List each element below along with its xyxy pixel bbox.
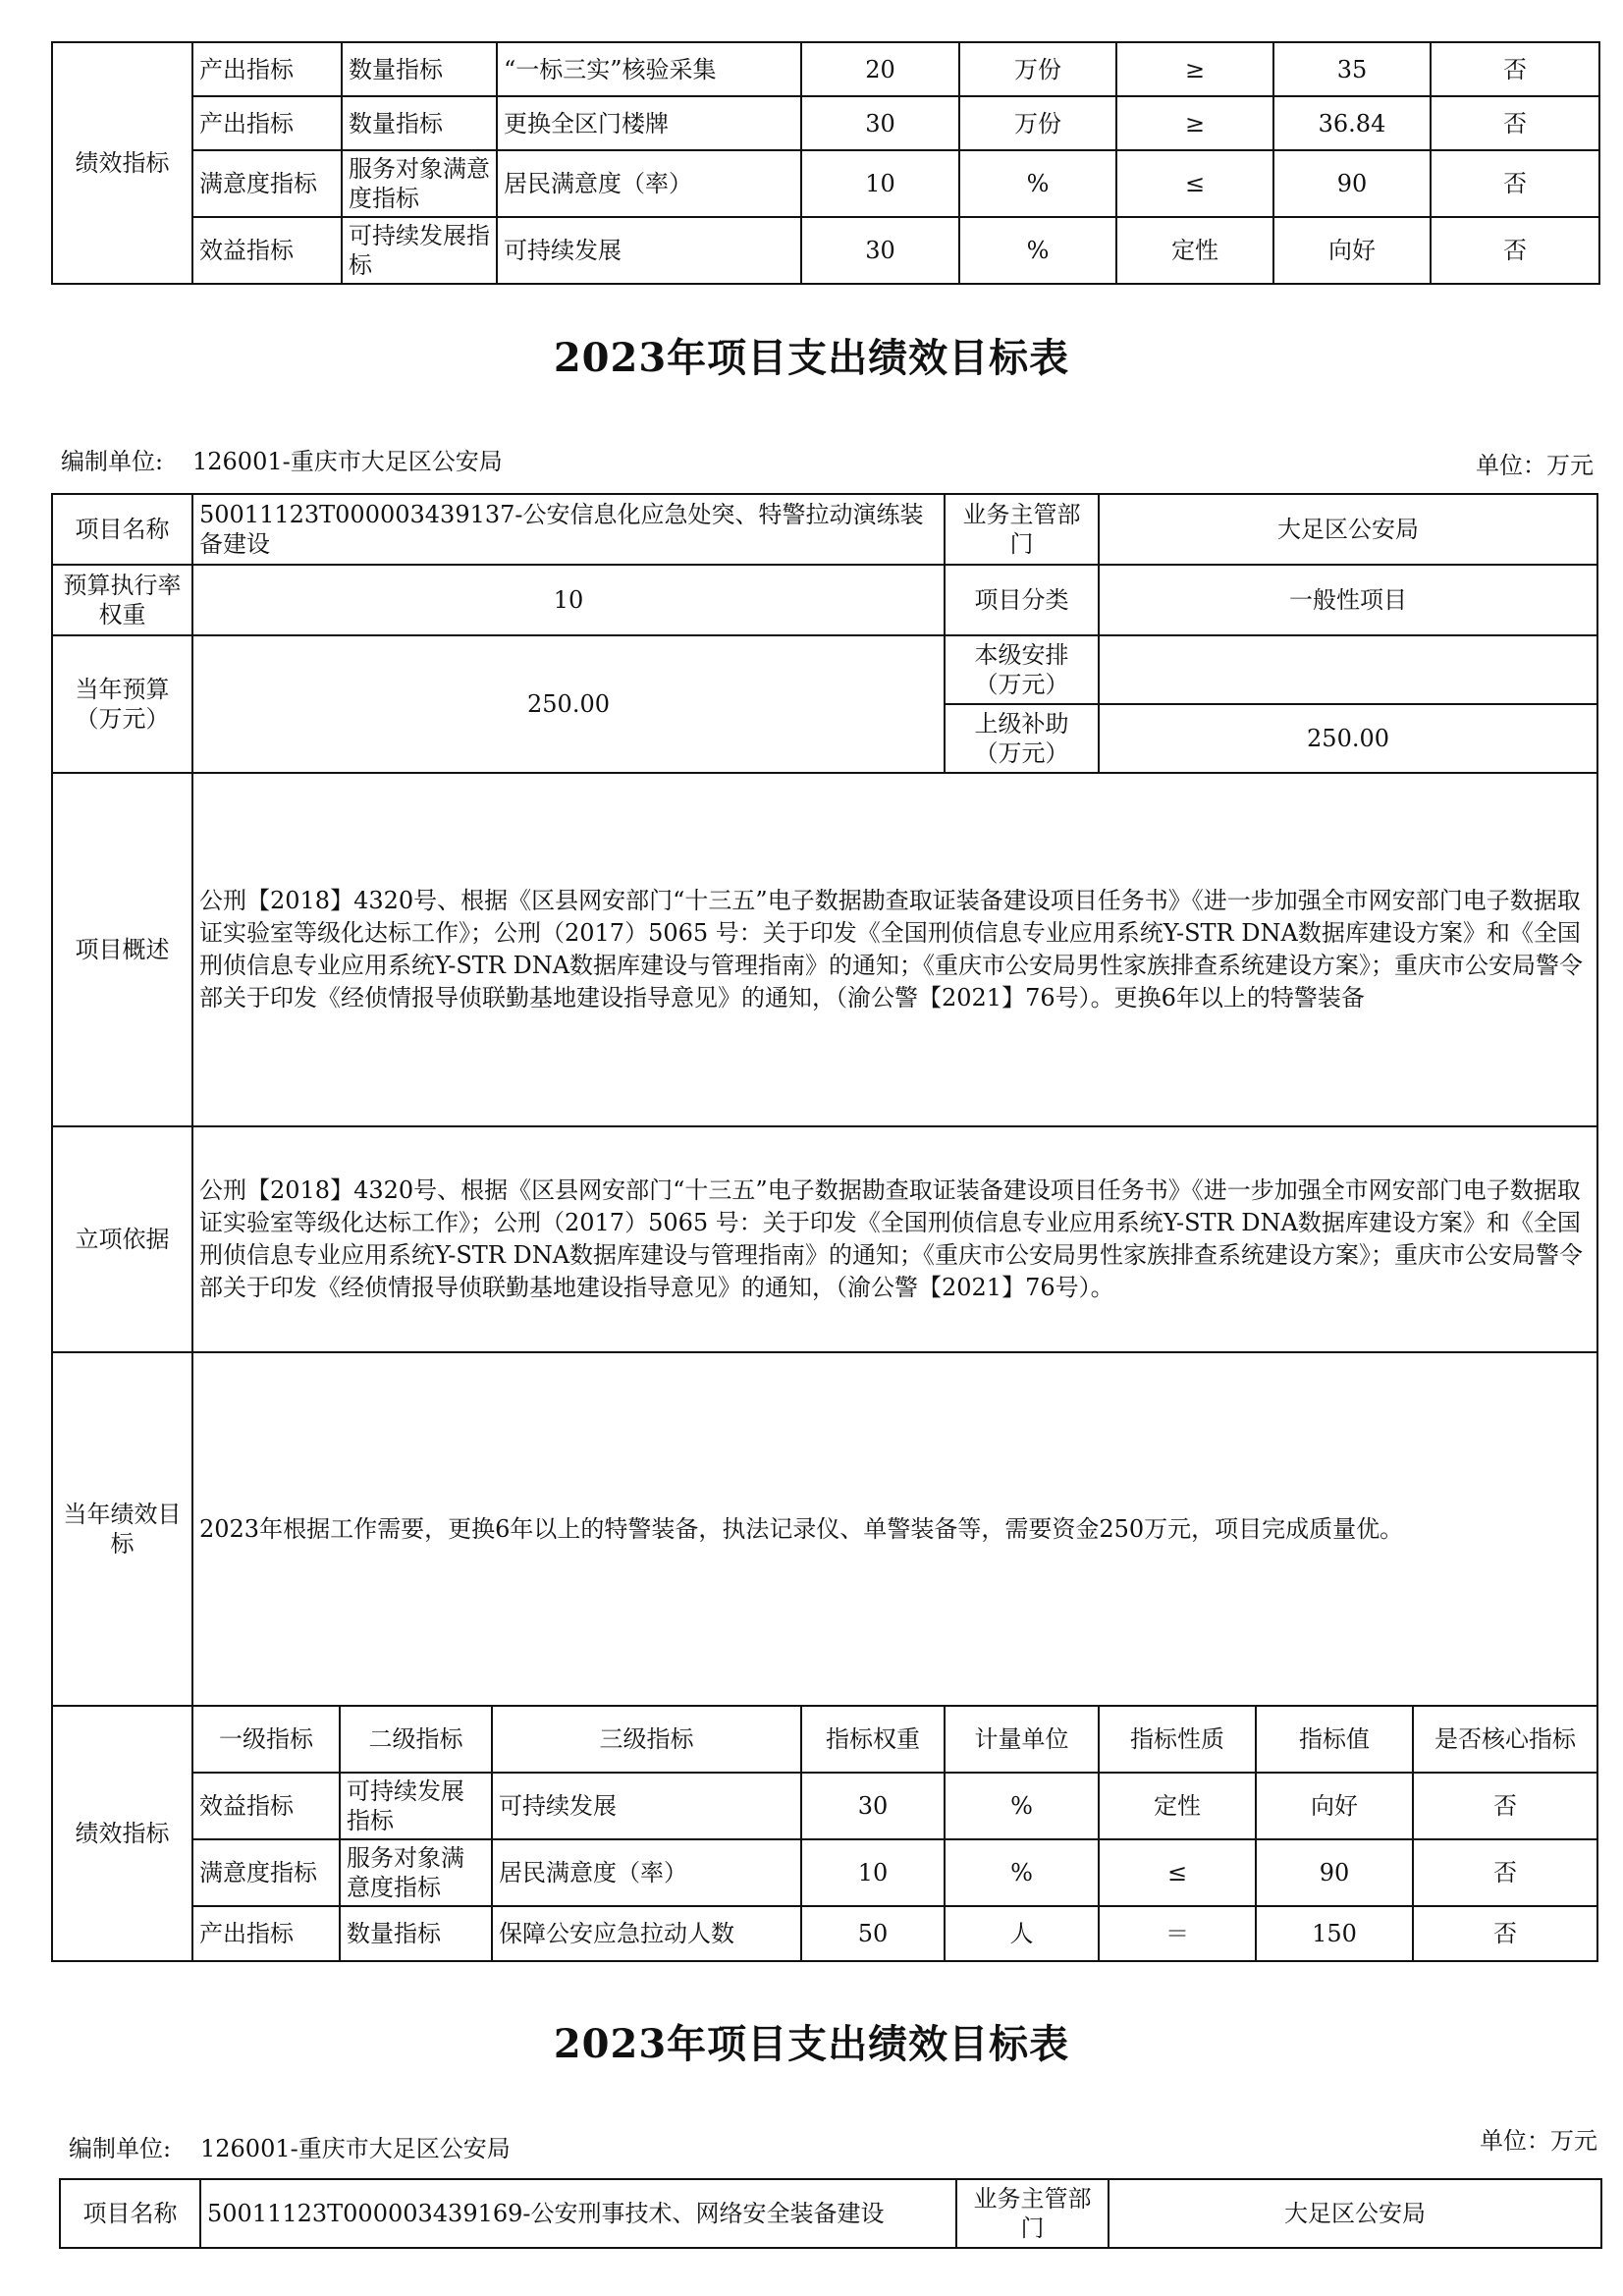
cell: 30 <box>801 217 959 284</box>
section1-title: 2023年项目支出绩效目标表 <box>553 335 1070 381</box>
weight-value: 10 <box>192 565 945 635</box>
local-label: 本级安排（万元） <box>945 635 1099 704</box>
cell: 可持续发展 <box>497 217 801 284</box>
cell: 产出指标 <box>192 42 342 96</box>
cell: 150 <box>1256 1906 1413 1961</box>
dept-value: 大足区公安局 <box>1109 2179 1601 2248</box>
money-unit: 单位：万元 <box>1480 2127 1597 2155</box>
project-name-label: 项目名称 <box>60 2179 200 2248</box>
cell: % <box>945 1773 1099 1839</box>
cell: 服务对象满意度指标 <box>342 150 497 217</box>
indicator-header: 二级指标 <box>340 1706 492 1773</box>
indicator-header: 一级指标 <box>192 1706 340 1773</box>
section2-title: 2023年项目支出绩效目标表 <box>553 2021 1070 2067</box>
cell: 否 <box>1413 1839 1597 1906</box>
budget-value: 250.00 <box>192 635 945 773</box>
cell: 否 <box>1431 150 1599 217</box>
cell: 人 <box>945 1906 1099 1961</box>
cell: 90 <box>1273 150 1431 217</box>
cell: 35 <box>1273 42 1431 96</box>
cell: 数量指标 <box>342 42 497 96</box>
cell: 向好 <box>1273 217 1431 284</box>
cell: 更换全区门楼牌 <box>497 96 801 150</box>
cell: 可持续发展指标 <box>340 1773 492 1839</box>
money-unit: 单位：万元 <box>1476 452 1594 479</box>
cell: % <box>959 150 1116 217</box>
overview-label: 项目概述 <box>52 773 192 1126</box>
dept-label: 业务主管部门 <box>956 2179 1109 2248</box>
cell: 50 <box>801 1906 945 1961</box>
cell: ≤ <box>1099 1839 1256 1906</box>
cell: 定性 <box>1116 217 1273 284</box>
cell: 万份 <box>959 96 1116 150</box>
cell: % <box>959 217 1116 284</box>
cell: % <box>945 1839 1099 1906</box>
basis-text: 公刑【2018】4320号、根据《区县网安部门“十三五”电子数据勘查取证装备建设项目任务书》《进一步加强全市网安部门电子数据取证实验室等级化达标工作》；公刑（2017）5065 号：关于印发《全国刑侦信息专业应用系统Y-STR DNA数据库建设方案》和《全国刑侦信息专业应用系统Y-STR DNA数据库建设与管理指南》的通知；《重庆市公安局男性家族排查系统建设方案》；重庆市公安局警令部关于印发《经侦情报导侦联勤基地建设指导意见》的通知，（渝公警【2021】76号）。 <box>192 1126 1597 1352</box>
cell: “一标三实”核验采集 <box>497 42 801 96</box>
cell: 否 <box>1431 96 1599 150</box>
cell: 可持续发展 <box>492 1773 801 1839</box>
compiling-unit-value: 126001-重庆市大足区公安局 <box>200 2135 511 2162</box>
cell: 向好 <box>1256 1773 1413 1839</box>
indicator-header: 指标权重 <box>801 1706 945 1773</box>
cell: 保障公安应急拉动人数 <box>492 1906 801 1961</box>
cell: 满意度指标 <box>192 1839 340 1906</box>
cell: 10 <box>801 1839 945 1906</box>
cell: 数量指标 <box>340 1906 492 1961</box>
project-name-label: 项目名称 <box>52 494 192 565</box>
category-label: 项目分类 <box>945 565 1099 635</box>
overview-text: 公刑【2018】4320号、根据《区县网安部门“十三五”电子数据勘查取证装备建设项目任务书》《进一步加强全市网安部门电子数据取证实验室等级化达标工作》；公刑（2017）5065 号：关于印发《全国刑侦信息专业应用系统Y-STR DNA数据库建设方案》和《全国刑侦信息专业应用系统Y-STR DNA数据库建设与管理指南》的通知；《重庆市公安局男性家族排查系统建设方案》；重庆市公安局警令部关于印发《经侦情报导侦联勤基地建设指导意见》的通知，（渝公警【2021】76号）。更换6年以上的特警装备 <box>192 773 1597 1126</box>
cell: 30 <box>801 96 959 150</box>
cell: 数量指标 <box>342 96 497 150</box>
goal-text: 2023年根据工作需要，更换6年以上的特警装备，执法记录仪、单警装备等，需要资金250万元，项目完成质量优。 <box>192 1352 1597 1706</box>
cell: ＝ <box>1099 1906 1256 1961</box>
cell: 效益指标 <box>192 217 342 284</box>
indicator-header: 指标性质 <box>1099 1706 1256 1773</box>
subsidy-value: 250.00 <box>1099 704 1597 773</box>
cell: ≥ <box>1116 96 1273 150</box>
cell: 产出指标 <box>192 96 342 150</box>
basis-label: 立项依据 <box>52 1126 192 1352</box>
cell: 否 <box>1413 1773 1597 1839</box>
goal-label: 当年绩效目标 <box>52 1352 192 1706</box>
cell: 20 <box>801 42 959 96</box>
cell: 10 <box>801 150 959 217</box>
indicator-header: 计量单位 <box>945 1706 1099 1773</box>
cell: 万份 <box>959 42 1116 96</box>
section1-table <box>51 493 1598 1962</box>
cell: 可持续发展指标 <box>342 217 497 284</box>
project-name-value: 50011123T000003439137-公安信息化应急处突、特警拉动演练装备建设 <box>192 494 945 565</box>
top-indicator-table <box>51 41 1600 285</box>
indicator-header: 指标值 <box>1256 1706 1413 1773</box>
category-value: 一般性项目 <box>1099 565 1597 635</box>
compiling-unit-label: 编制单位: <box>69 2135 172 2162</box>
subsidy-label: 上级补助（万元） <box>945 704 1099 773</box>
indicator-header: 三级指标 <box>492 1706 801 1773</box>
indicator-header: 是否核心指标 <box>1413 1706 1597 1773</box>
budget-label: 当年预算（万元） <box>52 635 192 773</box>
cell: 满意度指标 <box>192 150 342 217</box>
cell: 否 <box>1431 42 1599 96</box>
cell: 效益指标 <box>192 1773 340 1839</box>
dept-value: 大足区公安局 <box>1099 494 1597 565</box>
compiling-unit-label: 编制单位: <box>61 448 164 475</box>
local-value <box>1099 635 1597 704</box>
cell: 居民满意度（率） <box>492 1839 801 1906</box>
cell: ≥ <box>1116 42 1273 96</box>
cell: 否 <box>1431 217 1599 284</box>
cell: 服务对象满意度指标 <box>340 1839 492 1906</box>
compiling-unit-value: 126001-重庆市大足区公安局 <box>192 448 503 475</box>
indicator-group-label: 绩效指标 <box>52 1706 192 1961</box>
cell: 产出指标 <box>192 1906 340 1961</box>
cell: 36.84 <box>1273 96 1431 150</box>
project-name-value: 50011123T000003439169-公安刑事技术、网络安全装备建设 <box>200 2179 956 2248</box>
group-label: 绩效指标 <box>52 42 192 284</box>
cell: 居民满意度（率） <box>497 150 801 217</box>
cell: ≤ <box>1116 150 1273 217</box>
weight-label: 预算执行率权重 <box>52 565 192 635</box>
cell: 否 <box>1413 1906 1597 1961</box>
cell: 90 <box>1256 1839 1413 1906</box>
cell: 定性 <box>1099 1773 1256 1839</box>
section2-table <box>59 2178 1602 2249</box>
cell: 30 <box>801 1773 945 1839</box>
dept-label: 业务主管部门 <box>945 494 1099 565</box>
